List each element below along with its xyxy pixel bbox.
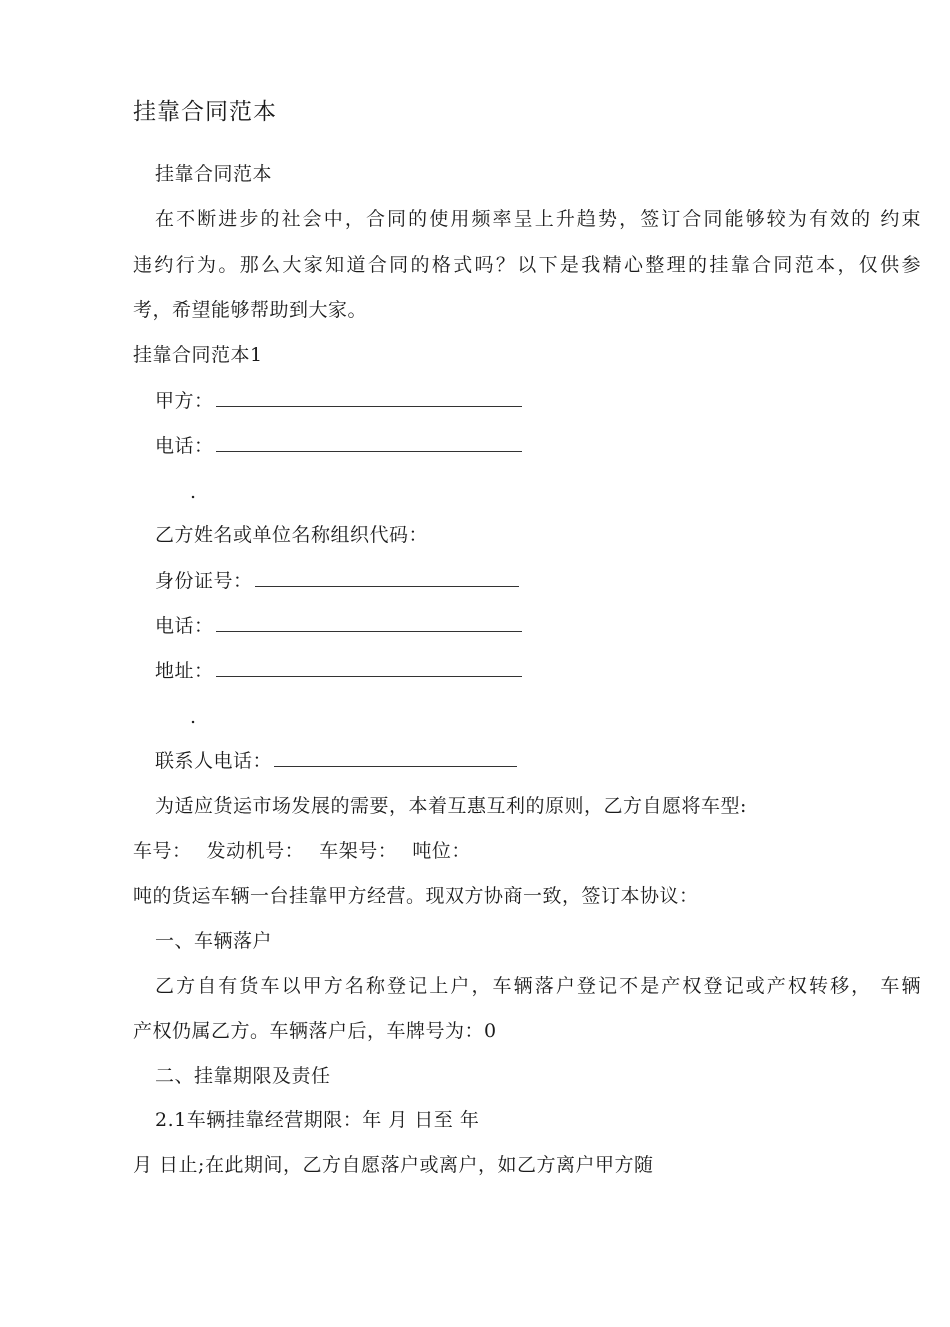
party-b-address-blank xyxy=(216,658,522,677)
vehicle-plate-label: 车号： xyxy=(133,840,192,862)
separator-dot-1: . xyxy=(190,481,197,503)
party-a-name-label: 甲方： xyxy=(155,390,214,412)
section-heading: 挂靠合同范本1 xyxy=(133,344,263,366)
party-b-phone-label: 电话： xyxy=(155,615,214,637)
party-a-phone-field xyxy=(155,433,522,458)
clause-1-line-1: 乙方自有货车以甲方名称登记上户，车辆落户登记不是产权登记或产权转移， 车辆 xyxy=(155,975,921,997)
party-b-id-field xyxy=(155,568,519,593)
contact-phone-label: 联系人电话： xyxy=(155,750,273,772)
document-title: 挂靠合同范本 xyxy=(133,99,277,125)
clause-2-1-line-1: 2.1车辆挂靠经营期限：年 月 日至 年 xyxy=(155,1109,480,1131)
clause-2-1-line-2: 月 日止;在此期间，乙方自愿落户或离户，如乙方离户甲方随 xyxy=(133,1154,654,1176)
contact-phone-field xyxy=(155,748,517,773)
party-b-id-blank xyxy=(255,568,519,587)
intro-line-2: 违约行为。那么大家知道合同的格式吗？以下是我精心整理的挂靠合同范本，仅供参 xyxy=(133,254,921,276)
party-a-phone-blank xyxy=(216,433,522,452)
purpose-cont-line: 吨的货运车辆一台挂靠甲方经营。现双方协商一致，签订本协议： xyxy=(133,885,699,907)
contact-phone-blank xyxy=(274,748,517,767)
tonnage-label: 吨位： xyxy=(412,840,471,862)
clause-1-line-2: 产权仍属乙方。车辆落户后，车牌号为：0 xyxy=(133,1020,497,1042)
intro-line-3: 考，希望能够帮助到大家。 xyxy=(133,299,368,321)
party-b-phone-field xyxy=(155,613,522,638)
frame-number-label: 车架号： xyxy=(319,840,398,862)
vehicle-fields-line xyxy=(133,839,471,863)
party-b-address-field xyxy=(155,658,522,683)
engine-number-label: 发动机号： xyxy=(206,840,305,862)
document-subtitle: 挂靠合同范本 xyxy=(155,163,273,185)
clause-1-heading: 一、车辆落户 xyxy=(155,930,273,952)
party-b-name-label: 乙方姓名或单位名称组织代码： xyxy=(155,524,429,546)
party-a-name-blank xyxy=(216,388,522,407)
party-b-id-label: 身份证号： xyxy=(155,570,253,592)
party-a-phone-label: 电话： xyxy=(155,435,214,457)
party-a-name-field xyxy=(155,388,522,413)
clause-2-heading: 二、挂靠期限及责任 xyxy=(155,1065,331,1087)
intro-line-1: 在不断进步的社会中，合同的使用频率呈上升趋势，签订合同能够较为有效的 约束 xyxy=(155,208,921,230)
separator-dot-2: . xyxy=(190,706,197,728)
party-b-address-label: 地址： xyxy=(155,660,214,682)
purpose-line: 为适应货运市场发展的需要，本着互惠互利的原则，乙方自愿将车型: xyxy=(155,795,747,817)
party-b-phone-blank xyxy=(216,613,522,632)
